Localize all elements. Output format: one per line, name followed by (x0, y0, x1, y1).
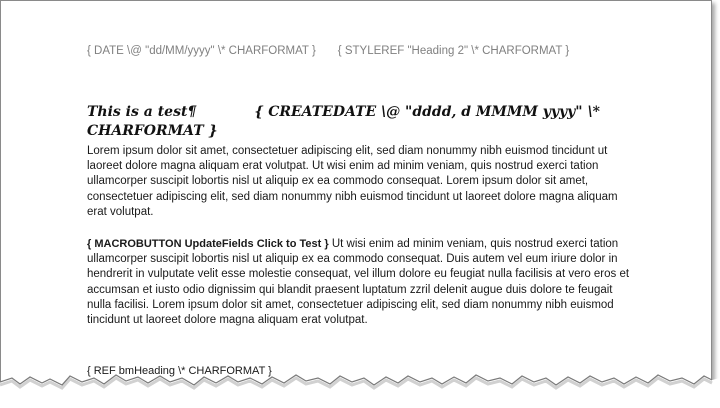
heading-2 (87, 103, 627, 141)
ref-field[interactable]: { REF bmHeading \* CHARFORMAT } (87, 365, 272, 377)
createdate-field[interactable]: { CREATEDATE \@ "dddd, d MMMM yyyy" \* CHARFORMAT } (87, 104, 600, 139)
heading-text: This is a test¶ (87, 104, 197, 120)
macrobutton-field[interactable]: { MACROBUTTON UpdateFields Click to Test } (87, 238, 329, 250)
page-header (87, 45, 569, 57)
torn-edge (0, 360, 720, 408)
paragraph-2-text: Ut wisi enim ad minim veniam, quis nostrud exerci tation ullamcorper suscipit lobortis nisl ut aliquip ex ea commodo consequat. Duis autem vel eum iriure dolor in hendrerit in vulputate velit esse molestie consequat, vel illum dolore eu feugiat nulla facilisis at vero eros et accumsan et iusto odio dignissim qui blandit praesent luptatum zzril delenit augue duis dolore te feugait nulla facilisi. Lorem ipsum dolor sit amet, consectetuer adipiscing elit, sed diam nonummy nibh euismod tincidunt ut laoreet dolore magna aliquam erat volutpat. (87, 238, 630, 327)
date-field[interactable]: { DATE \@ "dd/MM/yyyy" \* CHARFORMAT } (87, 45, 316, 57)
body-paragraph-2 (87, 237, 635, 328)
body-paragraph-1: Lorem ipsum dolor sit amet, consectetuer adipiscing elit, sed diam nonummy nibh euismod tincidunt ut laoreet dolore magna aliquam erat volutpat. Ut wisi enim ad minim veniam, quis nostrud exerci tation ullamcorper suscipit lobortis nisl ut aliquip ex ea commodo consequat. Lorem ipsum dolor sit amet, consectetuer adipiscing elit, sed diam nonummy nibh euismod tincidunt ut laoreet dolore magna aliquam erat volutpat. (87, 145, 618, 218)
styleref-field[interactable]: { STYLEREF "Heading 2" \* CHARFORMAT } (337, 45, 570, 57)
